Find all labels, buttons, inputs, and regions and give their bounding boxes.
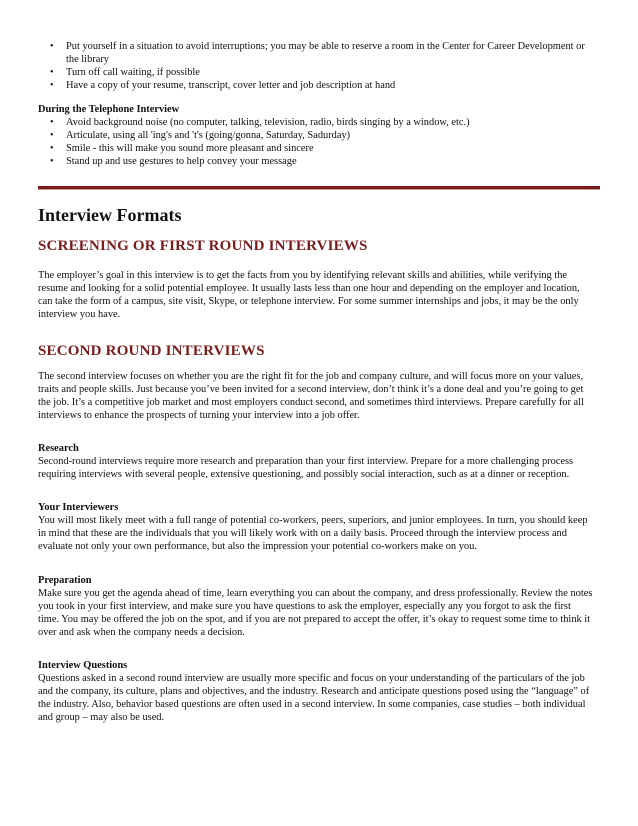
list-item: • Have a copy of your resume, transcript, cover letter and job description at hand bbox=[38, 79, 600, 92]
section-paragraph: Questions asked in a second round interview are usually more specific and focus on your understanding of the particulars of the job and the company, its culture, plans and objectives, and the industry. Research and anticipate questions posed using the “language” of the industry. Also, behavior based questions are often used in a second interview. In some companies, case studies – both individual and group – may also be used. bbox=[38, 673, 590, 723]
list-item: • Articulate, using all 'ing's and 't's (going/gonna, Saturday, Sadurday) bbox=[38, 129, 600, 142]
list-item: • Avoid background noise (no computer, talking, television, radio, birds singing by a window, etc.) bbox=[38, 116, 600, 129]
preparation-section bbox=[38, 574, 594, 639]
research-section bbox=[38, 442, 594, 481]
section-paragraph: You will most likely meet with a full range of potential co-workers, peers, superiors, and junior employees. In turn, you should keep in mind that these are the individuals that you will likely work with on a daily basis. Proceed through the interview process and evaluate not only your own performance, but also the impression your potential co-workers make on you. bbox=[38, 515, 588, 552]
section-subheading: Interview Questions bbox=[38, 660, 128, 671]
interviewers-section bbox=[38, 501, 594, 553]
section-divider bbox=[38, 186, 600, 190]
section-subheading: Your Interviewers bbox=[38, 502, 119, 513]
interview-questions-section bbox=[38, 659, 594, 724]
list-item: • Turn off call waiting, if possible bbox=[38, 66, 600, 79]
during-phone-interview-section bbox=[38, 103, 600, 168]
section-subheading: During the Telephone Interview bbox=[38, 104, 180, 115]
section-paragraph: Make sure you get the agenda ahead of time, learn everything you can about the company, and dress professionally. Review the notes you took in your first interview, and make sure you have questions to ask the employer, especially any you forgot to ask the first time. You may be offered the job on the spot, and if you are not prepared to accept the offer, it’s okay to request some time to think it over and ask when the company needs a decision. bbox=[38, 588, 593, 638]
section-paragraph: Second-round interviews require more research and preparation than your first interview. Prepare for a more challenging process requiring interviews with several people, extensive questioning, and possibly social interaction, such as at a dinner or reception. bbox=[38, 456, 574, 480]
second-round-heading: SECOND ROUND INTERVIEWS bbox=[38, 343, 265, 359]
section-subheading: Preparation bbox=[38, 575, 92, 586]
phone-prep-list bbox=[38, 40, 600, 92]
section-subheading: Research bbox=[38, 443, 79, 454]
during-interview-list bbox=[38, 116, 600, 168]
list-item: • Smile - this will make you sound more pleasant and sincere bbox=[38, 142, 600, 155]
page-title: Interview Formats bbox=[38, 205, 182, 225]
second-round-paragraph: The second interview focuses on whether you are the right fit for the job and company culture, and will focus more on your values, traits and people skills. Just because you’ve been invited for a second interview, don’t think it’s a done deal and you’re going to get the job. It’s a competitive job market and most employers conduct second, and sometimes third interviews. Prepare carefully for all interviews to enhance the prospects of turning your interview into a job offer. bbox=[38, 371, 584, 421]
screening-paragraph: The employer’s goal in this interview is to get the facts from you by identifying relevant skills and abilities, while verifying the resume and looking for a solid potential employee. It usually lasts less than one hour and depending on the employer and location, can take the form of a campus, site visit, Skype, or telephone interview. For some summer internships and jobs, it may be the only interview you have. bbox=[38, 270, 580, 320]
list-item: • Stand up and use gestures to help convey your message bbox=[38, 155, 600, 168]
screening-heading: SCREENING OR FIRST ROUND INTERVIEWS bbox=[38, 238, 368, 254]
list-item: • Put yourself in a situation to avoid interruptions; you may be able to reserve a room in the Center for Career Development or the library bbox=[38, 40, 600, 66]
